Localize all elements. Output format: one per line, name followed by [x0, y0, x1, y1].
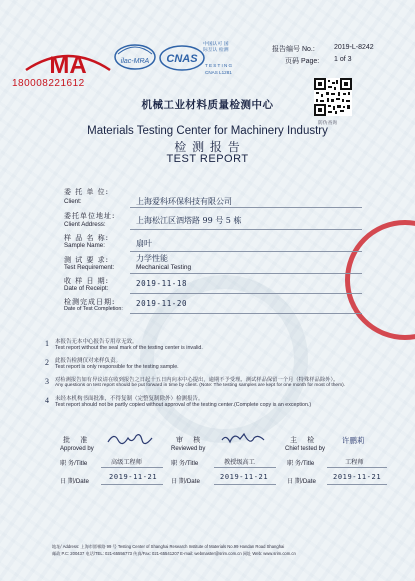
svg-text:ilac-MRA: ilac-MRA	[120, 58, 150, 65]
title-value: 高级工程师	[111, 459, 142, 466]
field-label-cn: 测 试 要 求:	[64, 256, 110, 264]
qr-caption: 防伪查询	[318, 121, 338, 126]
date-value: 2019-11-21	[220, 473, 269, 481]
note-en: Test report is only responsible for the testing sample.	[55, 364, 179, 370]
org-name-cn: 机械工业材料质量检测中心	[141, 99, 274, 111]
title-value: 工程师	[345, 459, 364, 466]
field-label-en: Test Requirement:	[64, 264, 115, 271]
field-label-cn: 委 托 单 位:	[64, 188, 110, 196]
field-label-en: Client Address:	[64, 221, 106, 228]
note-number: 2	[45, 358, 49, 367]
title-underline	[101, 467, 163, 468]
date-underline	[101, 484, 163, 485]
date-value: 2019-11-21	[109, 473, 158, 481]
page-value: 1 of 3	[334, 56, 352, 63]
field-underline	[130, 313, 362, 314]
note-number: 3	[45, 377, 49, 386]
field-underline	[130, 273, 362, 274]
field-value: 2019-11-18	[136, 279, 188, 288]
report-no-label: 报告编号 No.:	[272, 46, 315, 53]
handwritten-signature	[220, 430, 266, 452]
footer-contact: 邮政 P.C: 200437 电话/TEL: 021-65556773 传真/Fax: 021-65541207 E-mail: webmaster@srim.com.cn 网址 Web: www.srim.com.cn	[52, 551, 296, 556]
note-en: Test report without the seal mark of the testing center is invalid.	[55, 345, 203, 351]
note-number: 1	[45, 339, 49, 348]
date-underline	[214, 484, 276, 485]
title-underline	[327, 467, 387, 468]
svg-text:CNAS: CNAS	[166, 53, 198, 65]
svg-text:MA: MA	[49, 52, 87, 79]
field-label-en: Date of Receipt:	[64, 285, 109, 292]
red-seal-stamp	[345, 220, 415, 340]
note-number: 4	[45, 396, 49, 405]
report-title-cn: 检 测 报 告	[174, 140, 241, 154]
date-value: 2019-11-21	[333, 473, 382, 481]
field-underline	[130, 229, 362, 230]
cma-number: 180008221612	[12, 78, 85, 89]
date-label: 日 期/Date	[171, 478, 200, 485]
cma-logo	[18, 40, 118, 82]
field-underline	[130, 293, 362, 294]
field-underline	[130, 251, 362, 252]
note-en: Any questions on test report should be put forward in time by client. (Note: The testing samples are kept for one month for most of them).	[55, 383, 346, 388]
field-label-en: Date of Test Completion:	[64, 306, 123, 312]
date-underline	[327, 484, 387, 485]
report-no-value: 2019-L-8242	[334, 44, 374, 51]
handwritten-signature	[106, 430, 156, 452]
field-value: 上海松江区泗塔路 99 号 5 栋	[136, 216, 242, 225]
chief-name: 许鹏莉	[342, 436, 365, 445]
cnas-logo	[158, 44, 206, 72]
footer-address: 地址/ Address: 上海市邯郸路 99 号 Testing Center of Shanghai Research Institute of Materials No.99 Handan Road Shanghai	[52, 544, 285, 549]
title-label: 职 务/Title	[60, 460, 88, 467]
page-label: 页码 Page:	[285, 58, 320, 65]
title-label: 职 务/Title	[287, 460, 315, 467]
ilac-mra-logo	[112, 42, 158, 76]
field-value: 力学性能	[136, 254, 168, 263]
field-value-en: Mechanical Testing	[136, 264, 192, 271]
date-label: 日 期/Date	[287, 478, 316, 485]
report-title-en: TEST REPORT	[166, 153, 249, 165]
role-en: Chief tested by	[285, 446, 326, 452]
field-value: 2019-11-20	[136, 299, 188, 308]
field-underline	[130, 207, 362, 208]
note-cn: 对检测报告如有异议请在收到报告之日起十五日内向本中心提出，逾期不予受理。测试样品保留一个月（特殊样品除外）。	[55, 377, 339, 383]
field-label-en: Sample Name:	[64, 242, 105, 249]
role-en: Approved by	[60, 446, 94, 452]
field-label-en: Client:	[64, 198, 82, 205]
field-label-cn: 收 样 日 期:	[64, 277, 110, 285]
org-name-en: Materials Testing Center for Machinery Industry	[87, 125, 328, 137]
role-cn: 审 核	[176, 436, 205, 444]
title-label: 职 务/Title	[171, 460, 199, 467]
note-cn: 未经本机构书面批准，不得复制（完整复制除外）检测报告。	[55, 396, 204, 402]
note-cn: 此报告检测仅对来样负责。	[55, 358, 122, 364]
note-cn: 本报告无本中心报告专用章无效。	[55, 339, 138, 345]
field-label-cn: 样 品 名 称:	[64, 234, 110, 242]
cnas-testing: TESTING	[205, 63, 234, 68]
cnas-caption-cn: 中国认可 国际互认 检测	[203, 42, 229, 53]
title-value: 教授级高工	[224, 459, 255, 466]
title-underline	[214, 467, 276, 468]
cnas-code: CNAS L1281	[205, 70, 232, 75]
field-label-cn: 检测完成日期:	[64, 298, 116, 306]
field-label-cn: 委托单位地址:	[64, 212, 116, 220]
role-cn: 主 检	[290, 436, 319, 444]
role-cn: 批 准	[63, 436, 92, 444]
field-value: 扇叶	[136, 239, 152, 248]
role-en: Reviewed by	[171, 446, 206, 452]
field-value: 上海爱科环保科技有限公司	[136, 197, 232, 206]
note-en: Test report should not be partly copied without approval of the testing center.(Complete copy is an exception.)	[55, 402, 312, 408]
date-label: 日 期/Date	[60, 478, 89, 485]
